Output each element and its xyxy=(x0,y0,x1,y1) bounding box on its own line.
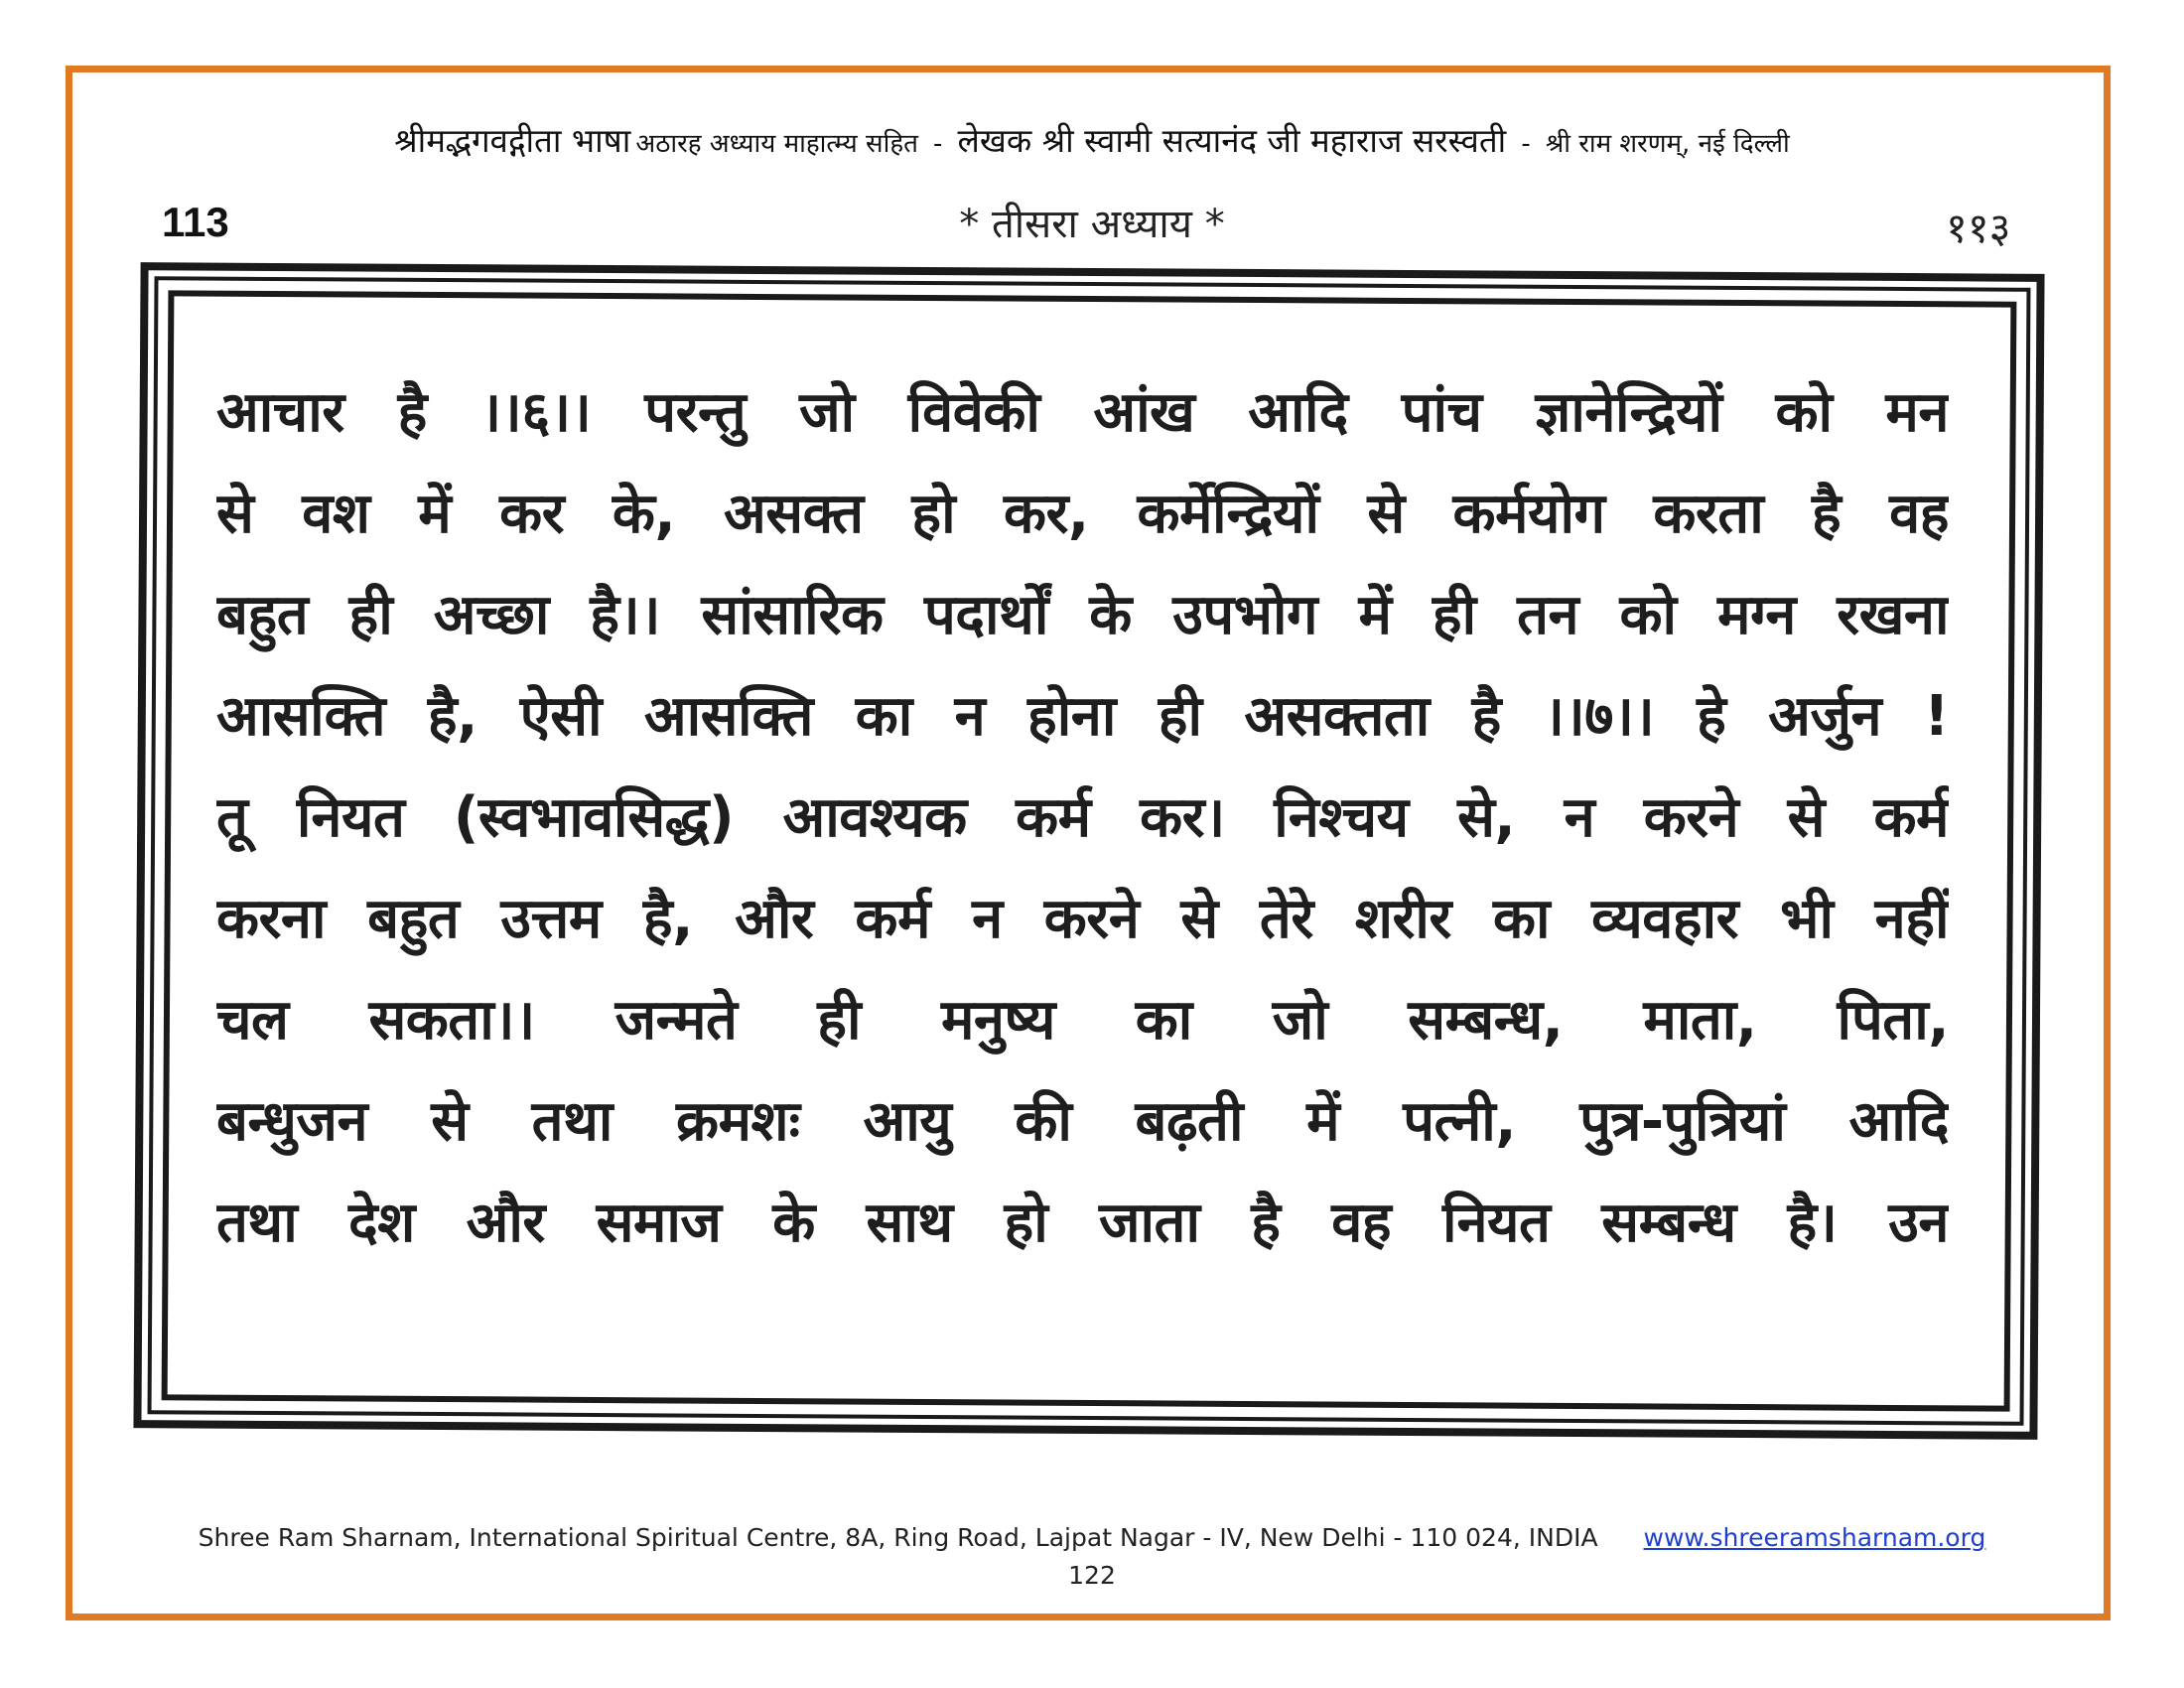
text-line: बहुत ही अच्छा है।। सांसारिक पदार्थों के उपभोग में ही तन को मग्न रखना xyxy=(216,583,1949,647)
running-header xyxy=(0,117,2184,162)
header-separator: - xyxy=(933,129,943,159)
author-credit: लेखक श्री स्वामी सत्यानंद जी महाराज सरस्वती xyxy=(957,121,1507,160)
website-link[interactable]: www.shreeramsharnam.org xyxy=(1643,1523,1986,1552)
text-line: चल सकता।। जन्मते ही मनुष्य का जो सम्बन्ध, माता, पिता, xyxy=(216,988,1949,1053)
chapter-title: * तीसरा अध्याय * xyxy=(959,202,1225,247)
text-line: आचार है ।।६।। परन्तु जो विवेकी आंख आदि पांच ज्ञानेन्द्रियों को मन xyxy=(216,380,1949,445)
book-subtitle: अठारह अध्याय माहात्म्य सहित xyxy=(635,129,918,159)
text-line: करना बहुत उत्तम है, और कर्म न करने से तेरे शरीर का व्यवहार भी नहीं xyxy=(216,887,1949,951)
footer-address: Shree Ram Sharnam, International Spiritual Centre, 8A, Ring Road, Lajpat Nagar - IV, New Delhi - 110 024, INDIA xyxy=(198,1523,1598,1552)
publisher-name: श्री राम शरणम्, नई दिल्ली xyxy=(1545,129,1790,159)
header-separator: - xyxy=(1521,129,1531,159)
text-line: आसक्ति है, ऐसी आसक्ति का न होना ही असक्तता है ।।७।। हे अर्जुन ! xyxy=(216,684,1949,749)
text-line: बन्धुजन से तथा क्रमशः आयु की बढ़ती में पत्नी, पुत्र-पुत्रियां आदि xyxy=(216,1089,1949,1154)
page-number-devanagari: ११३ xyxy=(1946,204,2011,252)
footer xyxy=(0,1523,2184,1552)
scripture-text-block xyxy=(216,362,1949,1274)
text-line: तथा देश और समाज के साथ हो जाता है वह नियत सम्बन्ध है। उन xyxy=(216,1191,1949,1255)
text-line: तू नियत (स्वभावसिद्ध) आवश्यक कर्म कर। निश्चय से, न करने से कर्म xyxy=(216,785,1949,850)
page-number-arabic: 113 xyxy=(162,199,229,245)
footer-page-number: 122 xyxy=(1068,1561,1116,1590)
book-title: श्रीमद्भगवद्गीता भाषा xyxy=(394,121,631,160)
text-line: से वश में कर के, असक्त हो कर, कर्मेन्द्रियों से कर्मयोग करता है वह xyxy=(216,482,1949,546)
